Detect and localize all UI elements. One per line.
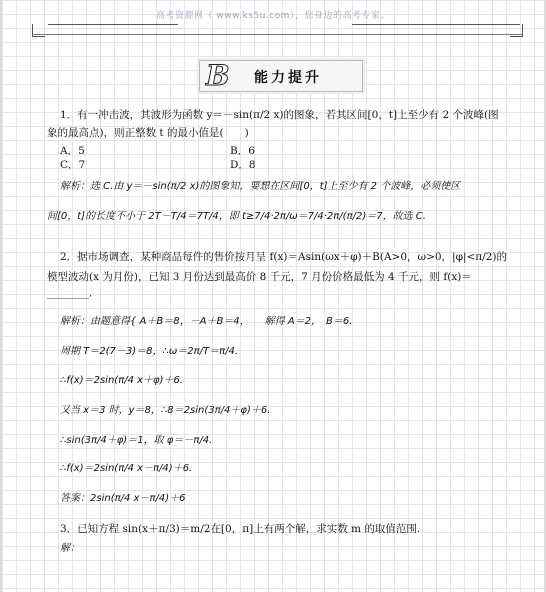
header-rule-bottom xyxy=(32,34,522,35)
q1-stem-line2: 象的最高点)，则正整数 t 的最小值是( ) xyxy=(47,127,249,139)
q3-stem: 3．已知方程 sin(x＋π/3)＝m/2在[0，π]上有两个解，求实数 m 的取值范围. xyxy=(60,523,421,535)
section-title: 能力提升 xyxy=(254,70,322,86)
q2-solution-line1: 解析：由题意得{ A＋B＝8，－A＋B＝4， 解得 A＝2， B＝6. xyxy=(60,316,353,327)
q1-stem-line1: 1．有一冲击波，其波形为函数 y＝－sin(π/2 x)的图象，若其区间[0，t]上至少有 2 个波峰(图 xyxy=(60,109,499,121)
q2-stem-line1: 2．据市场调查，某种商品每件的售价按月呈 f(x)＝Asin(ωx＋φ)＋B(A>0，ω>0，|φ|<π/2)的 xyxy=(60,251,507,263)
q2-solution-line4: 又当 x＝3 时，y＝8，∴8＝2sin(3π/4＋φ)＋6. xyxy=(60,405,271,416)
header-rule-right xyxy=(352,24,520,25)
page-header: 高考资源网（ www.ks5u.com），您身边的高考专家。 xyxy=(156,11,390,21)
q1-option-c: C．7 xyxy=(60,159,86,171)
q1-option-b: B．6 xyxy=(230,145,255,157)
q1-option-a: A．5 xyxy=(60,145,85,157)
header-rule-left xyxy=(48,24,178,25)
q2-stem-line3: ________． xyxy=(47,287,100,299)
q2-solution-line6: ∴f(x)＝2sin(π/4 x－π/4)＋6. xyxy=(60,463,193,474)
q2-answer: 答案：2sin(π/4 x－π/4)＋6 xyxy=(60,493,186,504)
q1-solution-line2: 间[0，t]的长度不小于 2T－T/4＝7T/4，即 t≥7/4·2π/ω＝7/4·2π/(π/2)＝7，故选 C. xyxy=(47,211,426,222)
q3-solution: 解： xyxy=(60,543,80,554)
q2-solution-line3: ∴f(x)＝2sin(π/4 x＋φ)＋6. xyxy=(60,375,184,386)
header-corner-right xyxy=(510,24,523,37)
q2-solution-line2: 周期 T＝2(7－3)＝8，∴ω＝2π/T＝π/4. xyxy=(60,346,239,357)
q2-solution-line5: ∴sin(3π/4＋φ)＝1，取 φ＝－π/4. xyxy=(60,435,213,446)
header-corner-left xyxy=(32,24,45,37)
document-page xyxy=(2,0,544,592)
q1-option-d: D．8 xyxy=(230,159,256,171)
section-letter-logo: B xyxy=(206,59,230,92)
q2-stem-line2: 模型波动(x 为月份)，已知 3 月份达到最高价 8 千元，7 月份价格最低为 4 千元，则 f(x)＝ xyxy=(47,271,472,283)
section-banner xyxy=(199,60,363,92)
q1-solution-line1: 解析：选 C.由 y＝－sin(π/2 x)的图象知，要想在区间[0，t]上至少有 2 个波峰，必须使区 xyxy=(60,181,461,192)
